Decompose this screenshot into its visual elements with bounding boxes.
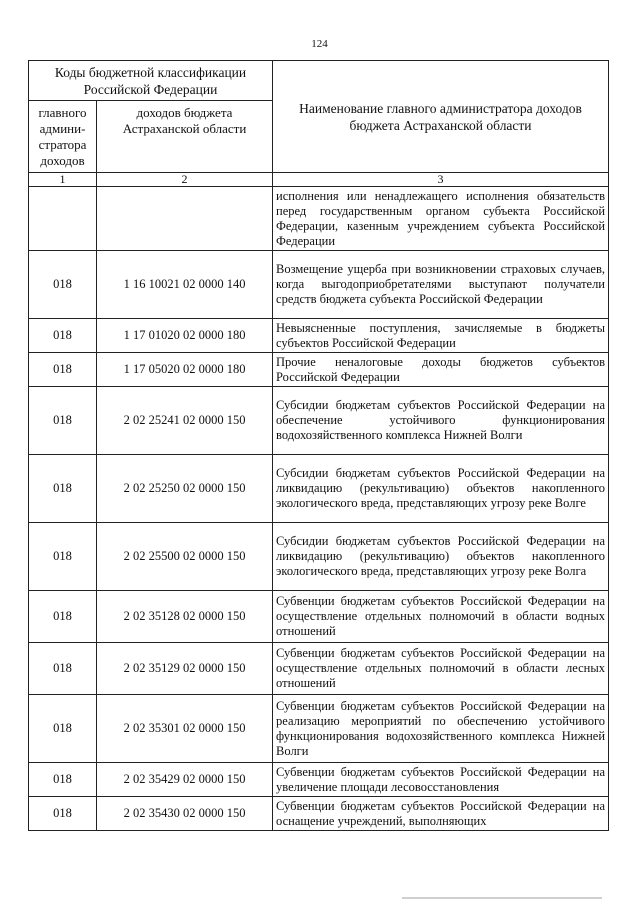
income-name-cell: Субвенции бюджетам субъектов Российской Федерации на осуществление отдельных полномочий в области лесных отношений <box>273 643 609 695</box>
admin-code-cell: 018 <box>29 353 97 387</box>
table-row <box>29 523 609 591</box>
income-name-cell: Субвенции бюджетам субъектов Российской Федерации на осуществление отдельных полномочий в области водных отношений <box>273 591 609 643</box>
income-code-cell: 2 02 35129 02 0000 150 <box>97 643 273 695</box>
column-number: 1 <box>29 173 97 187</box>
income-name-cell: Возмещение ущерба при возникновении страховых случаев, когда выгодоприобретателями выступают получатели средств бюджета субъекта Российской Федерации <box>273 251 609 319</box>
header-administrator-name: Наименование главного администратора доходов бюджета Астраханской области <box>273 61 609 173</box>
table-row <box>29 353 609 387</box>
header-budget-income: доходов бюджета Астраханской области <box>97 101 273 173</box>
table-row <box>29 387 609 455</box>
income-name-cell: Невыясненные поступления, зачисляемые в бюджеты субъектов Российской Федерации <box>273 319 609 353</box>
page-number: 124 <box>311 38 328 50</box>
admin-code-cell: 018 <box>29 695 97 763</box>
income-name-cell: Субвенции бюджетам субъектов Российской Федерации на оснащение учреждений, выполняющих <box>273 797 609 831</box>
income-code-cell: 2 02 35429 02 0000 150 <box>97 763 273 797</box>
income-code-cell: 2 02 35301 02 0000 150 <box>97 695 273 763</box>
income-code-cell: 2 02 25500 02 0000 150 <box>97 523 273 591</box>
income-code-cell: 1 16 10021 02 0000 140 <box>97 251 273 319</box>
admin-code-cell: 018 <box>29 251 97 319</box>
admin-code-cell: 018 <box>29 387 97 455</box>
income-name-cell: исполнения или ненадлежащего исполнения обязательств перед государственным органом субъекта Российской Федерации, казенным учреждением субъекта Российской Федерации <box>273 187 609 251</box>
table-row <box>29 591 609 643</box>
admin-code-cell: 018 <box>29 763 97 797</box>
table-row <box>29 455 609 523</box>
header-codes-group: Коды бюджетной классификации Российской Федерации <box>29 61 273 101</box>
admin-code-cell <box>29 187 97 251</box>
income-name-cell: Прочие неналоговые доходы бюджетов субъектов Российской Федерации <box>273 353 609 387</box>
income-code-cell <box>97 187 273 251</box>
scan-artifact-line <box>402 897 602 899</box>
income-name-cell: Субсидии бюджетам субъектов Российской Федерации на обеспечение устойчивого функционирования водохозяйственного комплекса Нижней Волги <box>273 387 609 455</box>
table-row <box>29 695 609 763</box>
table-row <box>29 319 609 353</box>
header-main-administrator: главного админи-стратора доходов <box>29 101 97 173</box>
income-name-cell: Субвенции бюджетам субъектов Российской Федерации на реализацию мероприятий по обеспечению устойчивого функционирования водохозяйственного комплекса Нижней Волги <box>273 695 609 763</box>
column-number: 2 <box>97 173 273 187</box>
income-code-cell: 2 02 25250 02 0000 150 <box>97 455 273 523</box>
table-row <box>29 763 609 797</box>
income-code-cell: 1 17 05020 02 0000 180 <box>97 353 273 387</box>
admin-code-cell: 018 <box>29 591 97 643</box>
income-code-cell: 2 02 35430 02 0000 150 <box>97 797 273 831</box>
income-name-cell: Субвенции бюджетам субъектов Российской Федерации на увеличение площади лесовосстановления <box>273 763 609 797</box>
column-number: 3 <box>273 173 609 187</box>
table-row <box>29 643 609 695</box>
admin-code-cell: 018 <box>29 797 97 831</box>
admin-code-cell: 018 <box>29 455 97 523</box>
admin-code-cell: 018 <box>29 643 97 695</box>
column-number-row <box>29 173 609 187</box>
income-name-cell: Субсидии бюджетам субъектов Российской Федерации на ликвидацию (рекультивацию) объектов накопленного экологического вреда, представляющих угрозу реке Волга <box>273 523 609 591</box>
table-row <box>29 797 609 831</box>
admin-code-cell: 018 <box>29 523 97 591</box>
table-row <box>29 187 609 251</box>
admin-code-cell: 018 <box>29 319 97 353</box>
income-code-cell: 2 02 35128 02 0000 150 <box>97 591 273 643</box>
income-name-cell: Субсидии бюджетам субъектов Российской Федерации на ликвидацию (рекультивацию) объектов накопленного экологического вреда, представляющих угрозу реке Волге <box>273 455 609 523</box>
income-code-cell: 1 17 01020 02 0000 180 <box>97 319 273 353</box>
table-row <box>29 251 609 319</box>
table-header-row <box>29 61 609 101</box>
income-code-cell: 2 02 25241 02 0000 150 <box>97 387 273 455</box>
budget-classification-table <box>28 60 609 831</box>
